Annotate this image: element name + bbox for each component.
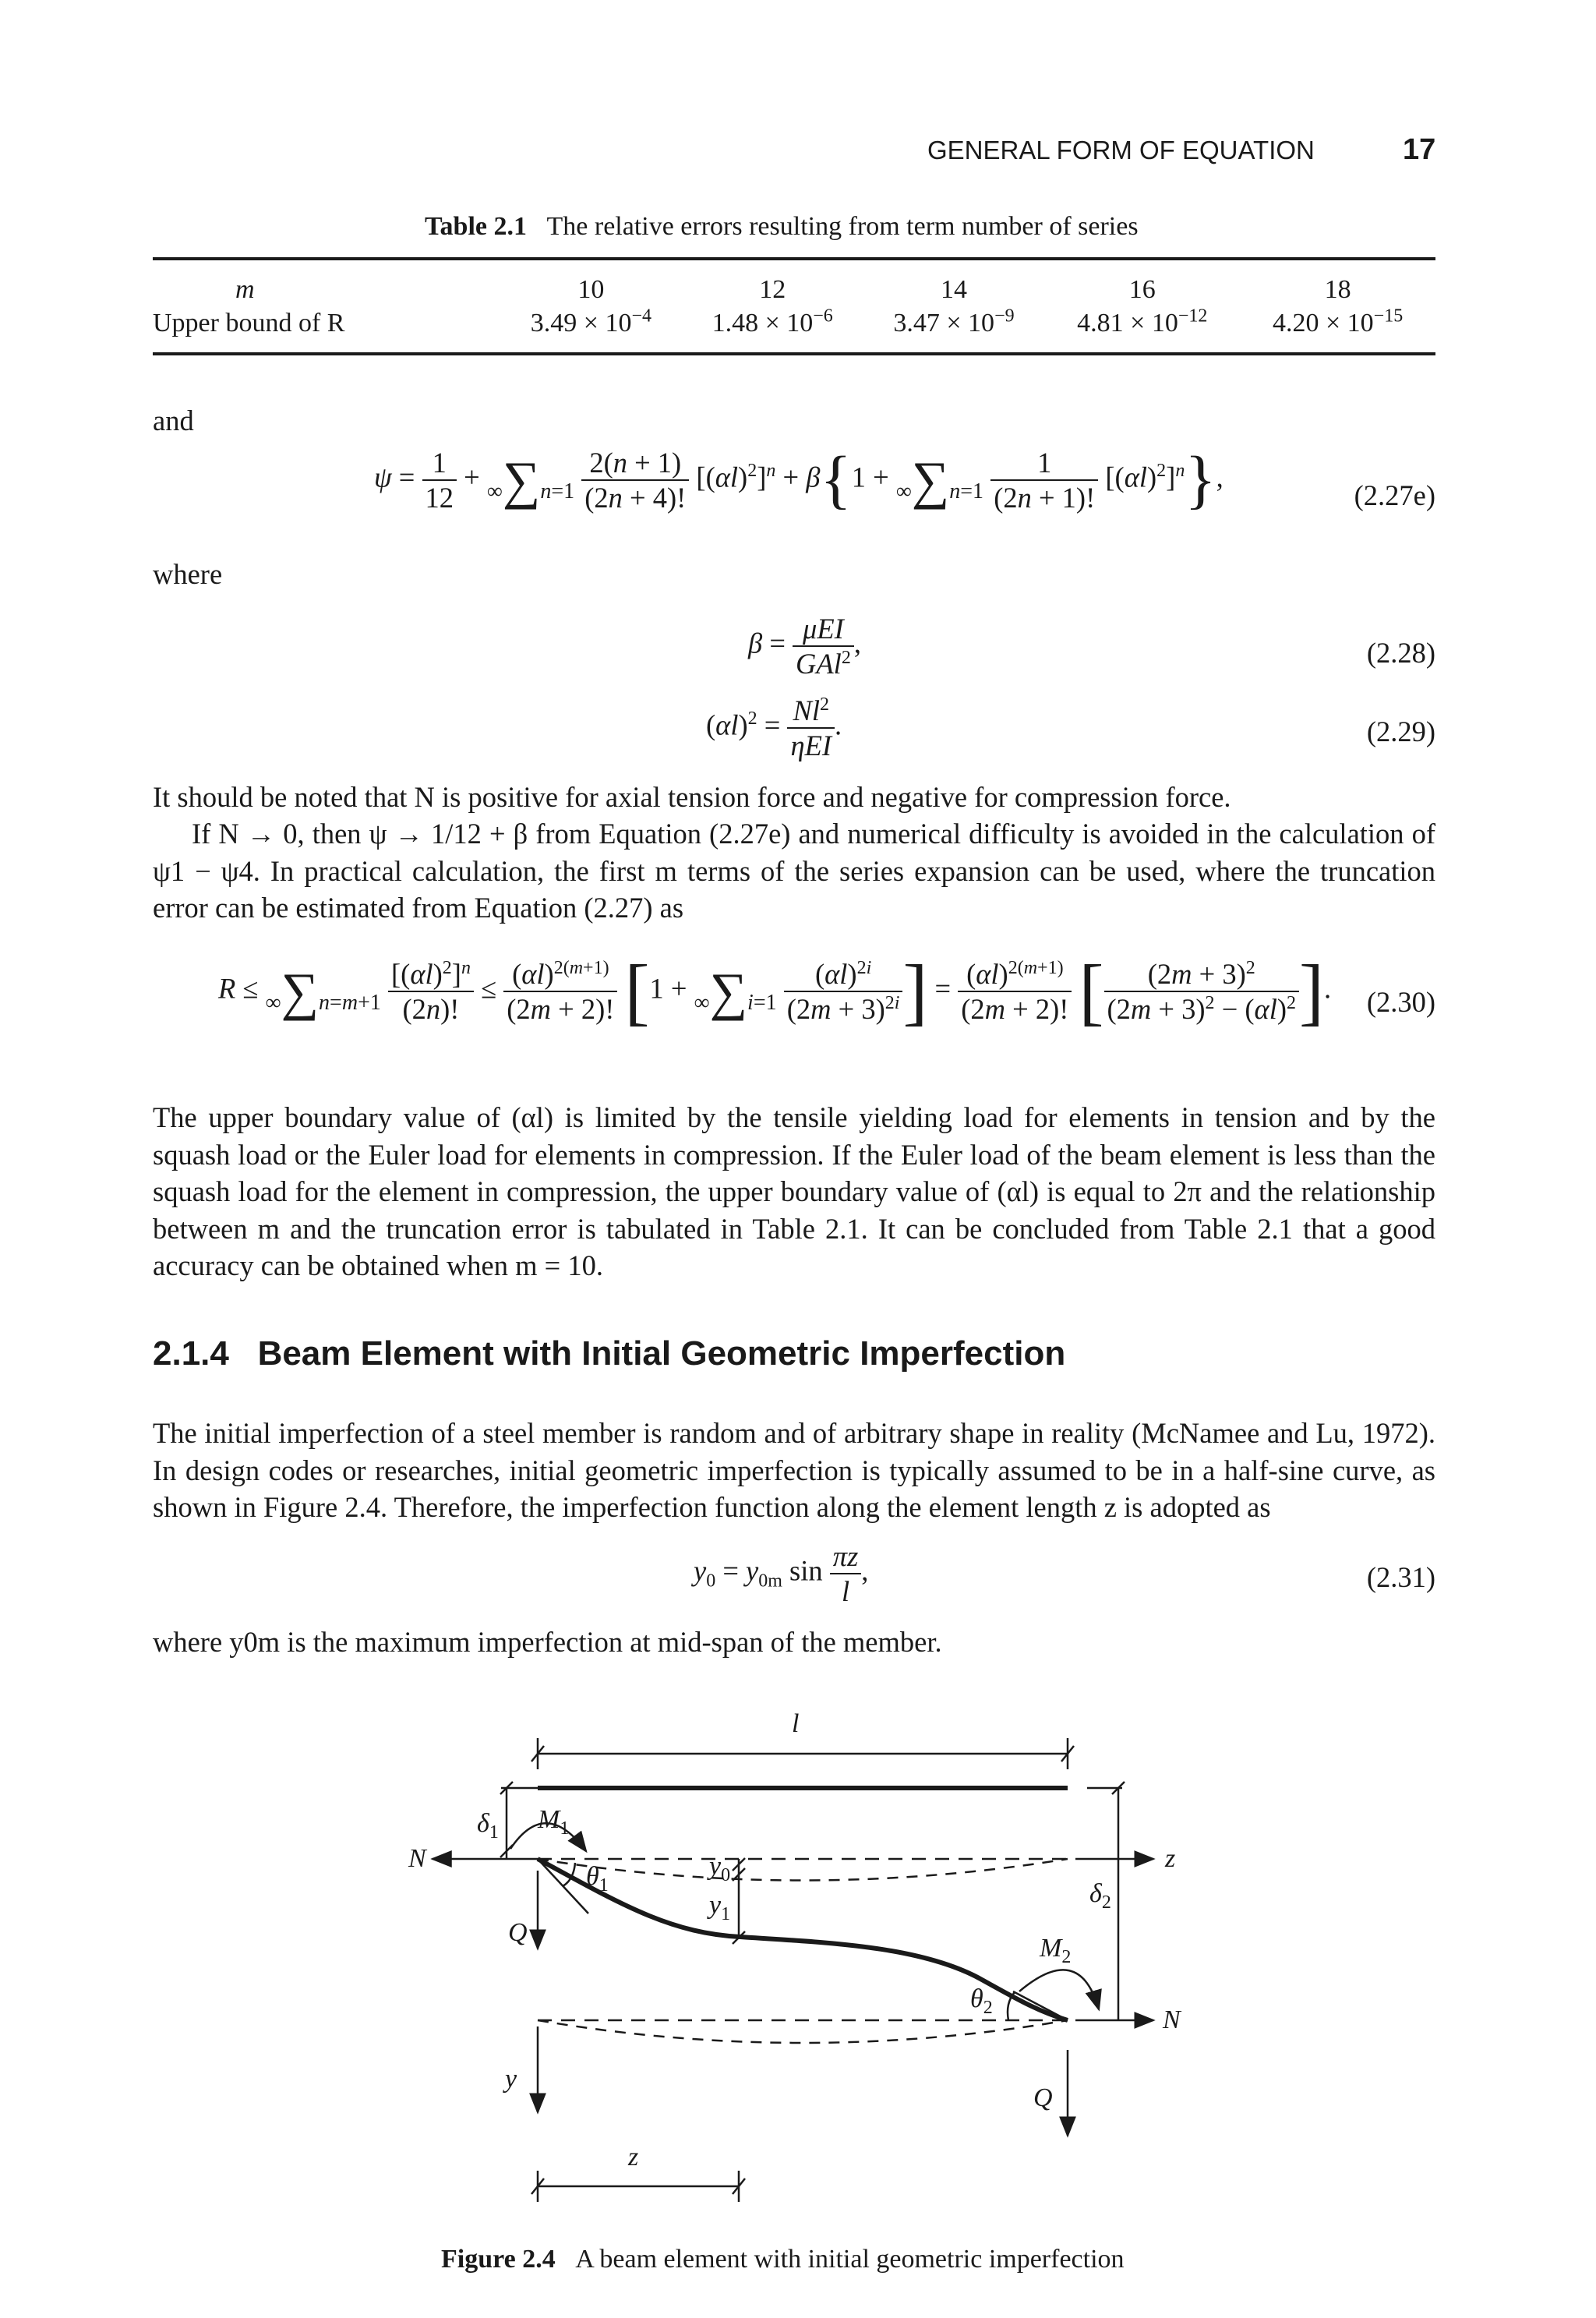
label-l: l — [792, 1709, 800, 1738]
equation-number: (2.28) — [1366, 637, 1435, 669]
word-and: and — [153, 405, 194, 436]
table-caption-text: The relative errors resulting from term number of series — [546, 212, 1139, 241]
table-cell: m — [235, 274, 255, 304]
running-title: GENERAL FORM OF EQUATION — [927, 136, 1315, 164]
table-cell: 18 — [1324, 274, 1351, 304]
paragraph-truncation: If N → 0, then ψ → 1/12 + β from Equation (2.27e) and numerical difficulty is avoided in the calculation of ψ1 − ψ4. In practical calculation, the first m terms of the series expansion can be used, where the truncation error can be estimated from Equation (2.27) as — [153, 818, 1435, 924]
label-y-axis: y — [505, 2065, 517, 2094]
equation-2-27e: ψ = $\frac{1}{12}$ + ∞∑n=1 $\frac{2(n + 1)}{(2n + 4)!}$ $[(\alpha l)^2]^n + \beta\{1 + \infty\sum n=1$ $\frac{1}{(2n + 1)!}$ $[(\alpha l)^2]^n$}, — [374, 443, 1223, 516]
table-cell: 14 — [940, 274, 967, 304]
label-delta1: $\delta_1$ — [477, 1809, 499, 1843]
table-cell: 12 — [759, 274, 786, 304]
label-y1: $y_1$ — [709, 1891, 731, 1924]
table-cell: Upper bound of R — [153, 308, 345, 337]
section-title: Beam Element with Initial Geometric Imperfection — [257, 1334, 1066, 1373]
table-cell: $3.49 \times 10^{-4}$ — [530, 306, 652, 337]
paragraph-upper-boundary: The upper boundary value of (αl) is limited by the tensile yielding load for elements in tension and by the squash load or the Euler load for elements in compression. If the Euler load of the beam element is less than the squash load for the element in compression, the upper boundary value of (αl) is equal to 2π and the relationship between m and the truncation error is tabulated in Table 2.1. It can be concluded from Table 2.1 that a good accuracy can be obtained when m = 10. — [153, 1101, 1435, 1281]
label-theta2: $\theta_2$ — [970, 1984, 993, 2018]
word-where: where — [153, 558, 223, 590]
paragraph-axial-force: It should be noted that N is positive for axial tension force and negative for compression force. — [153, 781, 1231, 813]
label-n-right: N — [1163, 2005, 1181, 2034]
label-q-right: Q — [1033, 2083, 1053, 2112]
equation-2-28: β = $\frac{\text{μEI}}{GAl^2}$ , — [748, 613, 861, 680]
equation-2-29: $(\alpha l)^2$ = $\frac{Nl^2}{\text{ηEI}}$ . — [706, 694, 842, 761]
table-cell: 16 — [1128, 274, 1156, 304]
equation-2-31: $y_0 = y_{0m}$ sin $\frac{\pi z}{l}$ , — [694, 1540, 869, 1607]
figure-caption — [441, 2245, 1125, 2274]
table-cell: 10 — [577, 274, 605, 304]
label-m2: $M_2$ — [1040, 1934, 1072, 1967]
equation-number: (2.30) — [1366, 986, 1435, 1018]
table-cell: $3.47 \times 10^{-9}$ — [893, 306, 1015, 337]
equation-number: (2.31) — [1366, 1561, 1435, 1593]
label-delta2: $\delta_2$ — [1089, 1879, 1111, 1913]
equation-number: (2.29) — [1366, 716, 1435, 747]
figure-caption-label: Figure 2.4 — [441, 2245, 556, 2274]
table-caption-label: Table 2.1 — [425, 212, 528, 241]
paragraph-imperfection: The initial imperfection of a steel member is random and of arbitrary shape in reality (McNamee and Lu, 1972). In design codes or researches, initial geometric imperfection is typically assumed to be in a half-sine curve, as shown in Figure 2.4. Therefore, the imperfection function along the element length z is adopted as — [153, 1417, 1435, 1523]
table-cell: $4.81 \times 10^{-12}$ — [1077, 306, 1208, 337]
equation-2-30: R ≤ ∞∑n=m+1 $\frac{[(\alpha l)^2]^n}{(2n)!}$ ≤ $\frac{(\alpha l)^{2(m+1)}}{(2m + 2)!}$ [1 + ∞∑i=1 $\frac{(\alpha l)^{2i}}{(2m + 3)^{2i}}$ ] = $\frac{(\alpha l)^{2(m+1)}}{(2m + 2)!}$ [ $\frac{(2m + 3)^2}{(2m + 3)^2 - (\alpha l)^2}$ ]. — [218, 949, 1332, 1033]
label-z-axis: z — [1165, 1844, 1176, 1873]
paragraph-y0m: where y0m is the maximum imperfection at mid-span of the member. — [153, 1626, 942, 1658]
label-y0: $y_0$ — [709, 1852, 731, 1885]
table-cell: $1.48 \times 10^{-6}$ — [711, 306, 833, 337]
label-theta1: $\theta_1$ — [586, 1862, 609, 1896]
label-z-dim: z — [628, 2143, 639, 2171]
table-cell: $4.20 \times 10^{-15}$ — [1272, 306, 1404, 337]
label-q-left: Q — [508, 1918, 528, 1947]
section-number: 2.1.4 — [153, 1334, 229, 1373]
label-m1: $M_1$ — [538, 1805, 570, 1839]
page-number: 17 — [1403, 133, 1436, 166]
equation-number: (2.27e) — [1354, 479, 1435, 511]
figure-caption-text: A beam element with initial geometric imperfection — [575, 2245, 1125, 2274]
label-n-left: N — [408, 1844, 426, 1873]
